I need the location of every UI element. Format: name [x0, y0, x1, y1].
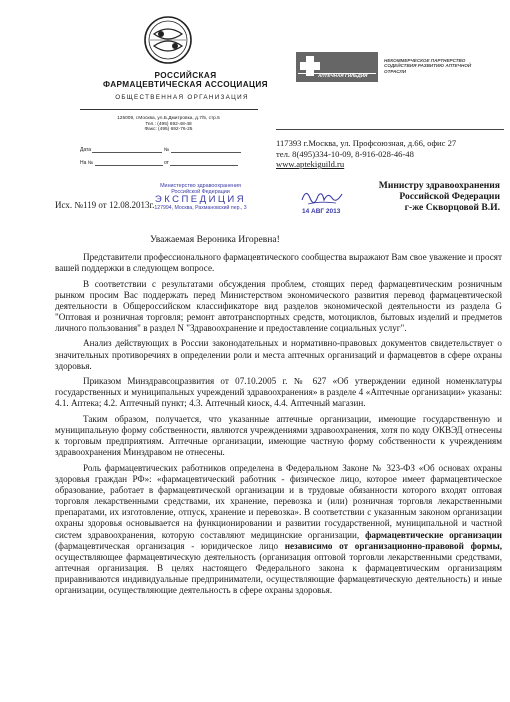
org-address: 125009, г.Москва, ул.Б.Дмитровка, д.7/5, стр.5 Тел.: (495) 692-48-48 Факс: (495) 692-76-25 — [117, 116, 220, 133]
signature-icon — [300, 186, 345, 208]
pharmacy-association-emblem-icon — [142, 14, 194, 66]
guild-divider — [276, 129, 504, 130]
org-type: ОБЩЕСТВЕННАЯ ОРГАНИЗАЦИЯ — [115, 94, 249, 101]
stamp-date: 14 АВГ 2013 — [302, 208, 341, 215]
guild-label: АПТЕЧНАЯ ГИЛЬДИЯ — [318, 73, 368, 78]
reference-field: На № от — [80, 160, 238, 166]
org-name: РОССИЙСКАЯ ФАРМАЦЕВТИЧЕСКАЯ АССОЦИАЦИЯ — [103, 71, 268, 89]
paragraph: В соответствии с результатами обсуждения проблем, стоящих перед фармацевтическим розничным рынком просим Вас поддержать перед Министерством экономического развития перевод фармацевтической деятельности в Общероссийском классификаторе вид разделов экономической деятельности из раздела G "Оптовая и розничная торговля; ремонт автотранспортных средств, мотоциклов, бытовых изделий и предметов личного пользования" в раздел N "Здравоохранение и предоставление социальных услуг". — [55, 278, 502, 334]
paragraph: Представители профессионального фармацевтического сообщества выражают Вам свое уважение и просят вашей поддержки в следующем вопросе. — [55, 252, 502, 274]
guild-address: 117393 г.Москва, ул. Профсоюзная, д.66, офис 27 — [276, 138, 457, 148]
receipt-stamp: Министерство здравоохранения Российской Федерации ЭКСПЕДИЦИЯ 127994, Москва, Рахмановский пер., 3 — [154, 183, 247, 211]
recipient-block: Министру здравоохранения Российской Федерации г-же Скворцовой В.И. — [378, 180, 500, 214]
paragraph: Роль фармацевтических работников определена в Федеральном Законе № 323-ФЗ «Об основах охраны здоровья граждан РФ»: «фармацевтический работник - физическое лицо, которое имеет фармацевтическое образование, работает в фармацевтической организации и в трудовые обязанности которого входят оптовая торговля лекарственными средствами, их хранение, перевозка и (или) розничная торговля лекарственными препаратами, их изготовление, отпуск, хранение и перевозка». В соответствии с указанным законом организации охраны здоровья основывается на функционировании и развитии государственной, муниципальной и частной систем здравоохранения, которую составляют медицинские организации, фармацевтические организации (фармацевтическая организация - юридическое лицо независимо от организационно-правовой формы, осуществляющее фармацевтическую деятельность (организация оптовой торговли лекарственными средствами, аптечная организация. В целях настоящего Федерального закона к фармацевтическим организациям приравниваются индивидуальные предприниматели, осуществляющие фармацевтическую деятельность) и иные организации, осуществляющие деятельность в сфере охраны здоровья. — [55, 462, 503, 596]
paragraph: Таким образом, получается, что указанные аптечные организации, имеющие государственную и муниципальную форму собственности, являются учреждениями здравоохранения, хотя по коду ОКВЭД отнесены к торговым предприятиям. Аптечные организации, имеющие частную форму собственности к учреждениям здравоохранения Минздравом не отнесены. — [55, 413, 502, 458]
guild-phone: тел. 8(495)334-10-09, 8-916-028-46-48 — [276, 148, 414, 159]
guild-website-link[interactable]: www.aptekiguild.ru — [276, 159, 345, 169]
greeting: Уважаемая Вероника Игоревна! — [150, 234, 280, 245]
guild-contacts — [276, 138, 506, 170]
paragraph: Анализ действующих в России законодательных и нормативно-правовых документов свидетельствует о значительных противоречиях в определении роли и места аптечных организаций и фармацевтов в сфере охраны здоровья. — [55, 338, 502, 371]
letter-body — [55, 252, 502, 596]
guild-description: НЕКОММЕРЧЕСКОЕ ПАРТНЕРСТВО СОДЕЙСТВИЯ РАЗВИТИЮ АПТЕЧНОЙ ОТРАСЛИ — [384, 58, 472, 74]
outgoing-reference: Исх. №119 от 12.08.2013г. — [55, 200, 155, 210]
date-field: Дата № — [80, 147, 241, 153]
paragraph: Приказом Минздравсоцразвития от 07.10.2005 г. № 627 «Об утверждении единой номенклатуры государственных и муниципальных учреждений здравоохранения» в разделе 4 «Аптечные организации» указаны: 4.1. Аптека; 4.2. Аптечный пункт; 4.3. Аптечный киоск, 4.4. Аптечный магазин. — [55, 376, 502, 409]
letterhead-divider — [80, 109, 258, 110]
